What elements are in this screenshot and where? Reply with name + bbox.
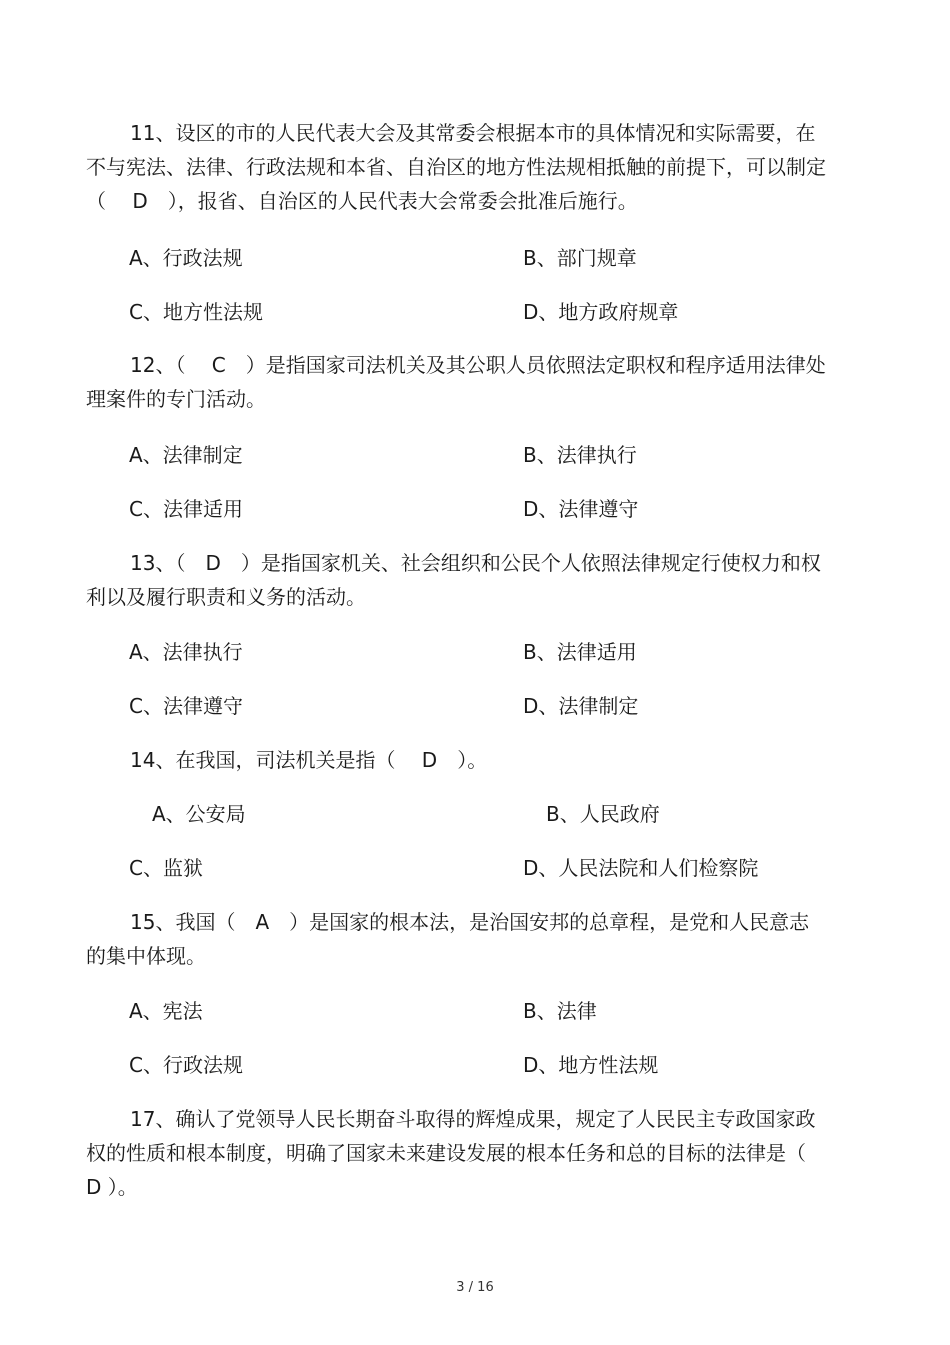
question-14-option-a: A、公安局: [152, 802, 246, 826]
question-12-option-a: A、法律制定: [129, 443, 243, 467]
question-12-option-c: C、法律适用: [129, 497, 243, 521]
question-11-option-b: B、部门规章: [523, 246, 637, 270]
question-12-text: 12、（ C ）是指国家司法机关及其公职人员依照法定职权和程序适用法律处理案件的专门活动。: [86, 353, 826, 411]
question-11-option-d: D、地方政府规章: [523, 300, 679, 324]
question-17-text: 17、确认了党领导人民长期奋斗取得的辉煌成果，规定了人民民主专政国家政权的性质和根本制度，明确了国家未来建设发展的根本任务和总的目标的法律是（ D ）。: [86, 1107, 816, 1199]
question-14-text: 14、在我国，司法机关是指（ D ）。: [130, 748, 488, 772]
question-13-option-b: B、法律适用: [523, 640, 637, 664]
question-15-option-c: C、行政法规: [129, 1053, 243, 1077]
question-12-option-b: B、法律执行: [523, 443, 637, 467]
question-14-option-b: B、人民政府: [546, 802, 660, 826]
question-11-option-c: C、地方性法规: [129, 300, 263, 324]
question-13-option-d: D、法律制定: [523, 694, 639, 718]
question-15-option-d: D、地方性法规: [523, 1053, 659, 1077]
question-11-option-a: A、行政法规: [129, 246, 243, 270]
question-13-option-c: C、法律遵守: [129, 694, 243, 718]
question-15-option-a: A、宪法: [129, 999, 203, 1023]
question-13-option-a: A、法律执行: [129, 640, 243, 664]
question-14-option-c: C、监狱: [129, 856, 203, 880]
question-15-text: 15、我国（ A ）是国家的根本法，是治国安邦的总章程，是党和人民意志的集中体现。: [86, 910, 810, 968]
question-13-text: 13、（ D ）是指国家机关、社会组织和公民个人依照法律规定行使权力和权利以及履行职责和义务的活动。: [86, 551, 821, 609]
question-14-option-d: D、人民法院和人们检察院: [523, 856, 759, 880]
question-15-option-b: B、法律: [523, 999, 597, 1023]
page-number: 3 / 16: [456, 1280, 494, 1295]
question-12-option-d: D、法律遵守: [523, 497, 639, 521]
question-11-text: 11、设区的市的人民代表大会及其常委会根据本市的具体情况和实际需要，在不与宪法、法律、行政法规和本省、自治区的地方性法规相抵触的前提下，可以制定（ D ），报省、自治区的人民代表大会常委会批准后施行。: [86, 121, 826, 213]
